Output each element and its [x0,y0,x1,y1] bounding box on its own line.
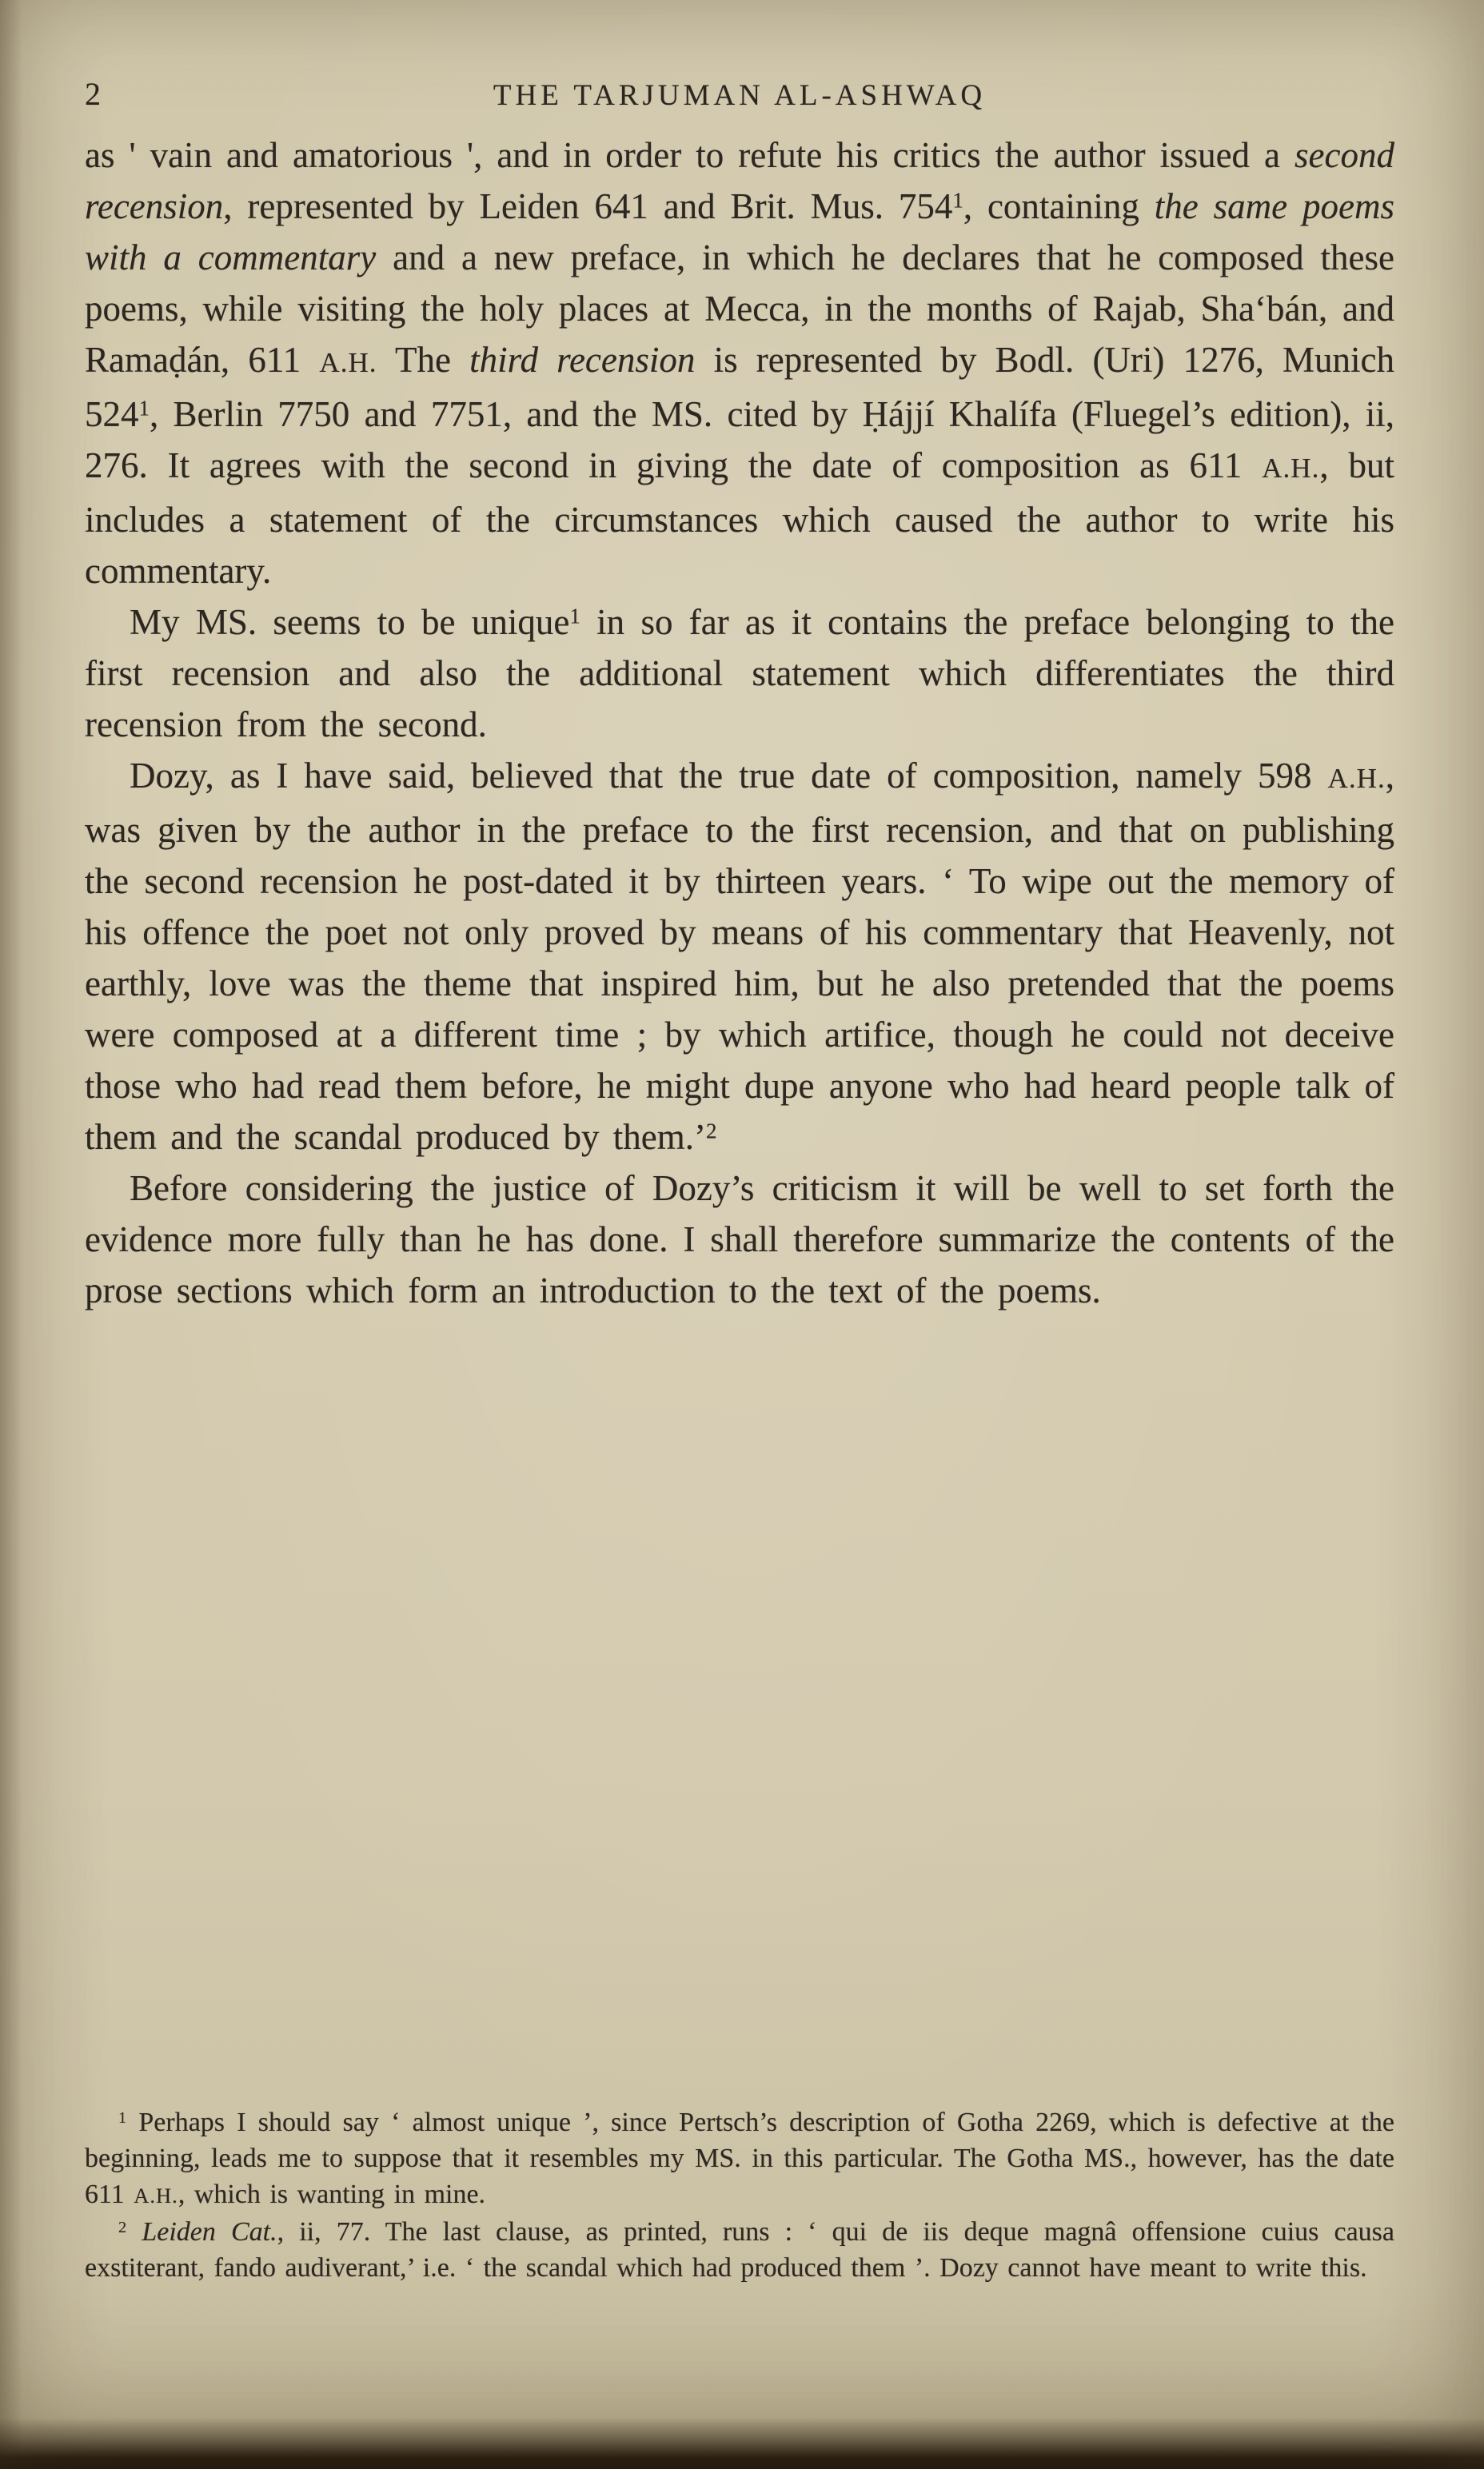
text-run: My MS. seems to be unique [130,602,570,642]
footnote [85,2214,1394,2286]
body-text [85,130,1394,1316]
text-run: , but includes a statement of the circumstances which caused the author to write his commentary. [85,445,1394,591]
text-run: as ' vain and amatorious ', and in order to refute his critics the author issued a [85,135,1295,175]
scan-edge-left [0,0,22,2469]
text-run: , represented by Leiden 641 and Brit. Mus. 754 [223,186,953,226]
page-number: 2 [85,76,101,112]
text-run: , ii, 77. The last clause, as printed, runs : ‘ qui de iis deque magnâ offensione cuius causa exstiterant, fando audiverant,’ i.e. ‘ the scandal which had produced them ’. Dozy cannot have meant to write this. [85,2217,1395,2283]
small-caps-text: A.H. [319,347,377,378]
footnote-reference: 2 [118,2218,127,2236]
text-run: Dozy, as I have said, believed that the true date of composition, namely 598 [130,756,1328,796]
italic-text: second recension [85,135,1394,226]
italic-text: the same poems with a commentary [85,186,1394,277]
page-header [85,75,1394,113]
footnote-reference: 2 [706,1119,717,1143]
small-caps-text: A.H. [1262,453,1320,484]
running-title: THE TARJUMAN AL-ASHWAQ [493,79,987,112]
text-run: The [377,340,470,380]
text-run: in so far as it contains the preface belonging to the first recension and also the additional statement which differentiates the third recension from the second. [85,602,1394,744]
small-caps-text: A.H. [134,2184,178,2208]
footnote [85,2104,1394,2214]
footnotes [85,2104,1394,2286]
footnote-reference: 1 [952,188,963,213]
body-paragraph [85,130,1394,596]
text-run: , containing [963,186,1155,226]
footnote-reference: 1 [118,2108,127,2127]
text-run: , Berlin 7750 and 7751, and the MS. cited by Ḥájjí Khalífa (Fluegel’s edition), ii, 276. It agrees with the second in giving the date of composition as 611 [85,394,1394,485]
body-paragraph [85,1163,1394,1316]
body-paragraph [85,596,1394,750]
text-run [126,2217,142,2247]
text-run: , was given by the author in the preface to the first recension, and that on publishing the second recension he post-dated it by thirteen years. ‘ To wipe out the memory of his offence the poet not only proved by means of his commentary that Heavenly, not earthly, love was the theme that inspired him, but he also pretended that the poems were composed at a different time ; by which artifice, though he could not deceive those who had read them before, he might dupe anyone who had heard people talk of them and the scandal produced by them.’ [85,756,1394,1157]
body-paragraph [85,750,1394,1163]
text-run: Before considering the justice of Dozy’s criticism it will be well to set forth the evidence more fully than he has done. I shall therefore summarize the contents of the prose sections which form an introduction to the text of the poems. [85,1168,1394,1310]
footnote-reference: 1 [569,604,580,628]
scan-edge-bottom [0,2418,1484,2469]
text-run: Perhaps I should say ‘ almost unique ’, since Pertsch’s description of Gotha 2269, which is defective at the beginning, leads me to suppose that it resembles my MS. in this particular. The Gotha MS., however, has the date 611 [85,2108,1394,2209]
small-caps-text: A.H. [1327,763,1386,794]
text-run: , which is wanting in mine. [178,2180,486,2209]
text-run: is represented by Bodl. (Uri) 1276, Munich 524 [85,340,1394,434]
text-run: and a new preface, in which he declares that he composed these poems, while visiting the holy places at Mecca, in the months of Rajab, Sha‘bán, and Ramaḍán, 611 [85,237,1395,380]
italic-text: third recension [469,340,696,380]
footnote-reference: 1 [138,396,150,421]
italic-text: Leiden Cat. [142,2217,277,2247]
